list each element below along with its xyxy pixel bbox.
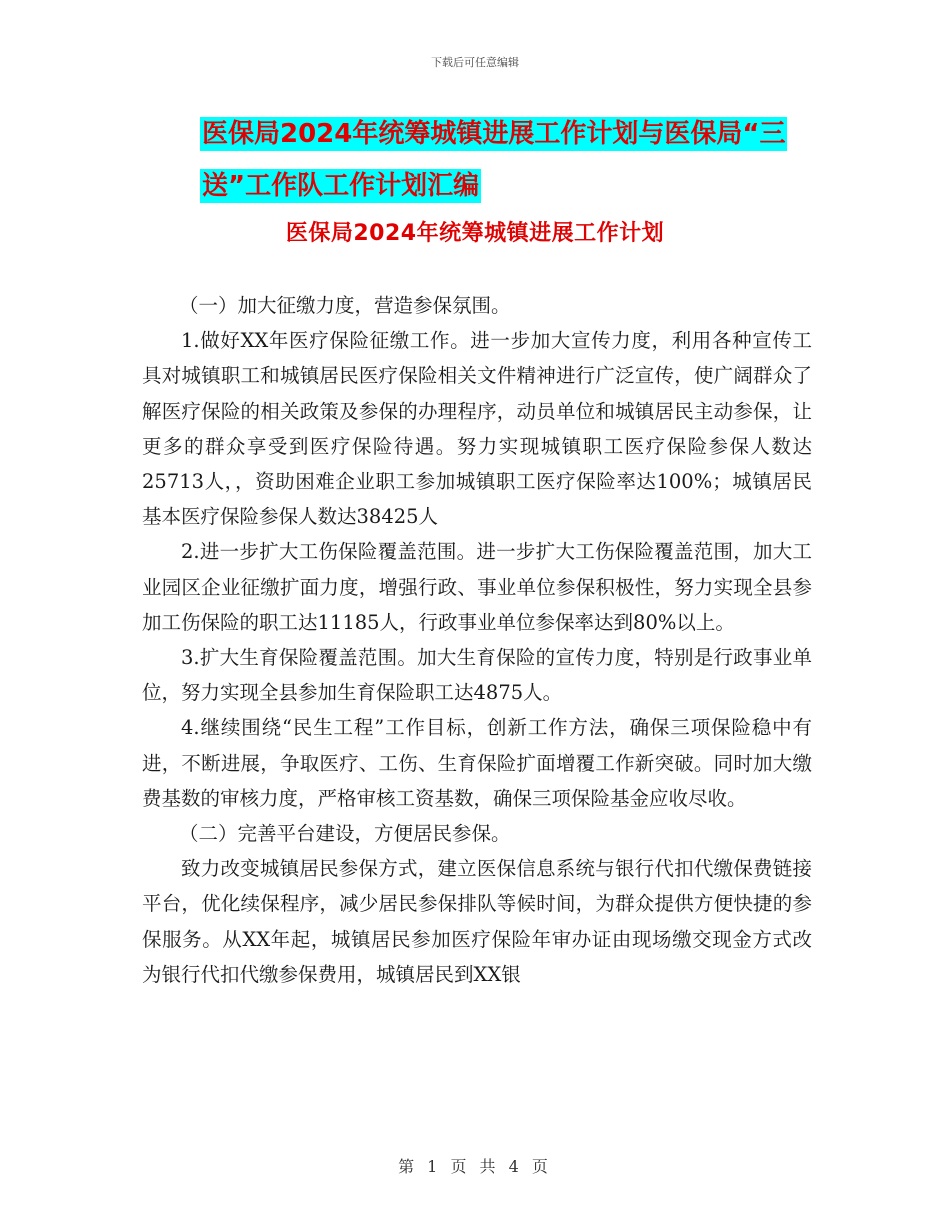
page-number-footer: 第 1 页 共 4 页: [398, 1157, 552, 1176]
section-title: 医保局2024年统筹城镇进展工作计划: [285, 221, 665, 246]
header-note: 下载后可任意编辑: [431, 56, 519, 69]
paragraph-3: 3.扩大生育保险覆盖范围。加大生育保险的宣传力度，特别是行政事业单位，努力实现全县参加生育保险职工达4875人。: [142, 646, 812, 705]
body-text: [142, 288, 812, 992]
paragraph-2: 2.进一步扩大工伤保险覆盖范围。进一步扩大工伤保险覆盖范围，加大工业园区企业征缴扩面力度，增强行政、事业单位参保积极性，努力实现全县参加工伤保险的职工达11185人，行政事业单位参保率达到80%以上。: [142, 540, 812, 634]
document-title-line-1: 医保局2024年统筹城镇进展工作计划与医保局“三: [202, 119, 786, 149]
document-title: [200, 108, 800, 212]
subheading-1: （一）加大征缴力度，营造参保氛围。: [179, 294, 511, 317]
paragraph-1: 1.做好XX年医疗保险征缴工作。进一步加大宣传力度，利用各种宣传工具对城镇职工和城镇居民医疗保险相关文件精神进行广泛宣传，使广阔群众了解医疗保险的相关政策及参保的办理程序，动员单位和城镇居民主动参保，让更多的群众享受到医疗保险待遇。努力实现城镇职工医疗保险参保人数达25713人，，资助困难企业职工参加城镇职工医疗保险率达100%；城镇居民基本医疗保险参保人数达38425人: [142, 329, 812, 529]
paragraph-4: 4.继续围绕“民生工程”工作目标，创新工作方法，确保三项保险稳中有进，不断进展，争取医疗、工伤、生育保险扩面增覆工作新突破。同时加大缴费基数的审核力度，严格审核工资基数，确保三项保险基金应收尽收。: [142, 716, 812, 810]
document-title-line-2: 送”工作队工作计划汇编: [202, 171, 480, 201]
subheading-2: （二）完善平台建设，方便居民参保。: [179, 822, 511, 846]
paragraph-5: 致力改变城镇居民参保方式，建立医保信息系统与银行代扣代缴保费链接平台，优化续保程序，减少居民参保排队等候时间，为群众提供方便快捷的参保服务。从XX年起，城镇居民参加医疗保险年审办证由现场缴交现金方式改为银行代扣代缴参保费用，城镇居民到XX银: [142, 857, 812, 986]
